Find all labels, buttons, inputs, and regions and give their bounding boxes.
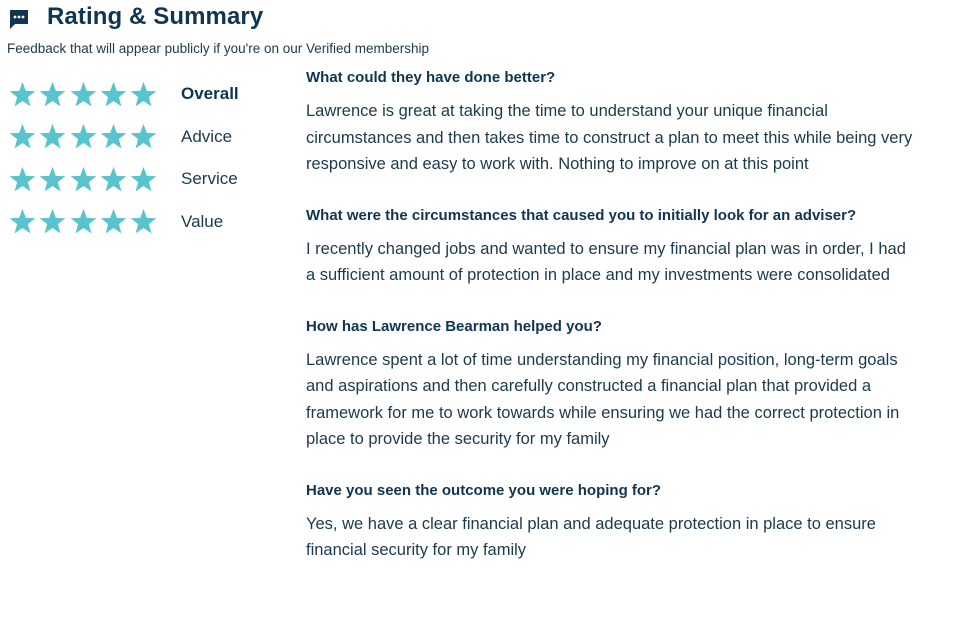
star-icon xyxy=(100,123,127,150)
star-icon xyxy=(39,208,66,235)
answer-text: Lawrence spent a lot of time understanding my financial position, long-term goals and aspirations and then carefully constructed a financial plan that provided a framework for me to work towards while ensuring we had the correct protection in place to provide the security for my family xyxy=(306,350,900,448)
star-icon xyxy=(130,208,157,235)
star-rating xyxy=(9,123,181,150)
rating-label: Overall xyxy=(181,84,239,104)
star-rating xyxy=(9,81,181,108)
answer-text: Yes, we have a clear financial plan and adequate protection in place to ensure financial security for my family xyxy=(306,514,876,559)
star-icon xyxy=(9,123,36,150)
review-questions xyxy=(306,66,916,590)
star-icon xyxy=(70,208,97,235)
star-icon xyxy=(130,166,157,193)
star-icon xyxy=(100,208,127,235)
star-icon xyxy=(130,81,157,108)
section-header xyxy=(8,2,263,32)
qa-item xyxy=(306,479,916,564)
qa-item xyxy=(306,204,916,289)
ratings-list xyxy=(9,73,289,243)
star-icon xyxy=(70,166,97,193)
rating-label: Value xyxy=(181,211,224,231)
star-icon xyxy=(70,81,97,108)
star-icon xyxy=(9,166,36,193)
rating-row-advice xyxy=(9,116,289,159)
section-title: Rating & Summary xyxy=(47,3,264,30)
rating-label: Advice xyxy=(181,126,233,146)
rating-label: Service xyxy=(181,169,238,189)
section-subtitle: Feedback that will appear publicly if you're on our Verified membership xyxy=(7,41,430,56)
star-rating xyxy=(9,166,181,193)
qa-item xyxy=(306,66,916,178)
star-icon xyxy=(39,81,66,108)
rating-row-overall xyxy=(9,73,289,116)
answer-text: I recently changed jobs and wanted to ensure my financial plan was in order, I had a sufficient amount of protection in place and my investments were consolidated xyxy=(306,239,906,284)
star-icon xyxy=(130,123,157,150)
chat-bubble-icon xyxy=(8,8,30,30)
question-heading: Have you seen the outcome you were hoping for? xyxy=(306,481,662,499)
answer-text: Lawrence is great at taking the time to understand your unique financial circumstances and then takes time to construct a plan to meet this while being very responsive and easy to work with. Nothing to improve on at this point xyxy=(306,102,913,173)
qa-item xyxy=(306,315,916,453)
question-heading: How has Lawrence Bearman helped you? xyxy=(306,317,602,335)
star-icon xyxy=(9,208,36,235)
question-heading: What could they have done better? xyxy=(306,69,556,86)
star-icon xyxy=(39,166,66,193)
star-rating xyxy=(9,208,181,235)
rating-row-value xyxy=(9,201,289,244)
star-icon xyxy=(70,123,97,150)
question-heading: What were the circumstances that caused you to initially look for an adviser? xyxy=(306,206,857,224)
star-icon xyxy=(39,123,66,150)
star-icon xyxy=(9,81,36,108)
rating-row-service xyxy=(9,158,289,201)
star-icon xyxy=(100,81,127,108)
star-icon xyxy=(100,166,127,193)
